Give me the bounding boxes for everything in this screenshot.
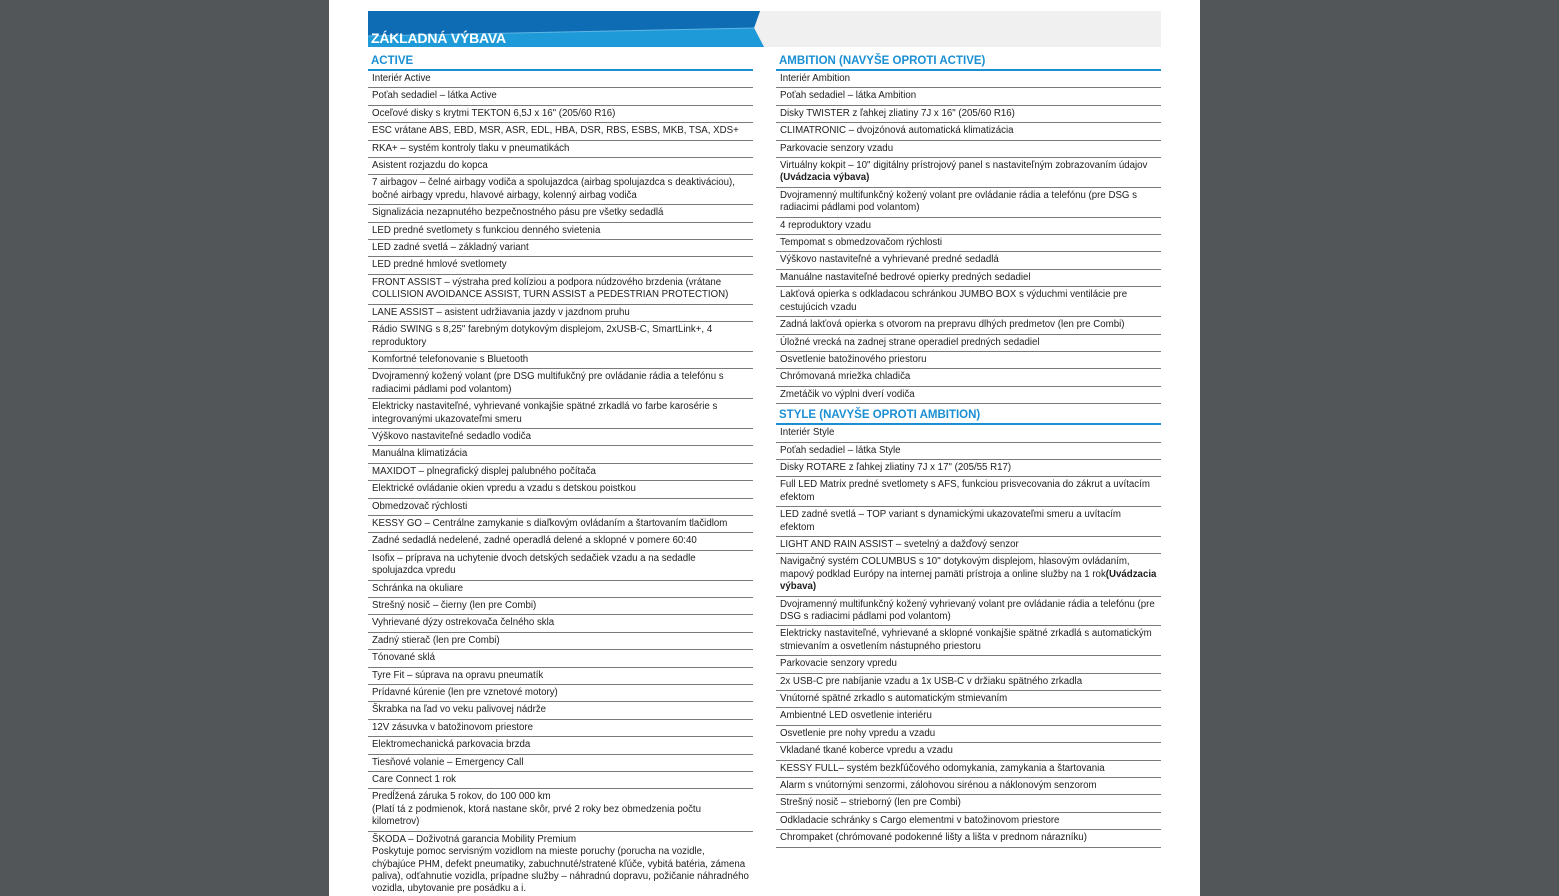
equipment-item <box>776 443 1161 460</box>
equipment-item-text: Zadné sedadlá nedelené, zadné operadlá delené a sklopné v pomere 60:40 <box>372 535 697 547</box>
equipment-item-text: LED predné svetlomety s funkciou denného svietenia <box>372 224 601 236</box>
equipment-item-note: Poskytuje pomoc servisným vozidlom na mieste poruchy (porucha na vozidle, chýbajúce PHM, defekt pneumatiky, zabuchnuté/stratené kľúče, vybitá batéria, zámena paliva), odťahnutie vozidla, prípadne služby – náhradnú dopravu, požičanie náhradného vozidla, ubytovanie pre posádku a i. <box>372 846 749 895</box>
equipment-item <box>776 656 1161 673</box>
equipment-item <box>368 240 753 257</box>
equipment-item <box>368 581 753 598</box>
equipment-item <box>368 369 753 399</box>
equipment-item <box>368 772 753 789</box>
equipment-item-text: Disky TWISTER z ľahkej zliatiny 7J x 16" (205/60 R16) <box>780 107 1015 119</box>
equipment-item-text: Navigačný systém COLUMBUS s 10" dotykovým displejom, hlasovým ovládaním, mapový podklad Európy na internej pamäti prístroja a online služby na 1 rok <box>780 556 1130 580</box>
equipment-item-text: LIGHT AND RAIN ASSIST – svetelný a dažďový senzor <box>780 538 1019 550</box>
equipment-item <box>368 322 753 352</box>
equipment-item <box>368 141 753 158</box>
equipment-item <box>776 743 1161 760</box>
equipment-item <box>776 158 1161 188</box>
equipment-item-text: Strešný nosič – strieborný (len pre Combi) <box>780 797 961 809</box>
equipment-item-text: Výškovo nastaviteľné sedadlo vodiča <box>372 430 531 442</box>
equipment-item <box>368 71 753 88</box>
equipment-item-text: Interiér Active <box>372 73 431 84</box>
equipment-item <box>776 270 1161 287</box>
equipment-item <box>368 399 753 429</box>
equipment-item <box>368 429 753 446</box>
equipment-item <box>368 668 753 685</box>
equipment-item-text: Poťah sedadiel – látka Style <box>780 444 901 456</box>
equipment-item-text: Výškovo nastaviteľné a vyhrievané predné sedadlá <box>780 254 999 266</box>
equipment-item-text: Tiesňové volanie – Emergency Call <box>372 756 524 768</box>
equipment-item-text: 12V zásuvka v batožinovom priestore <box>372 721 534 733</box>
equipment-item-text: KESSY FULL– systém bezkľúčového odomykania, zamykania a štartovania <box>780 762 1105 774</box>
equipment-item <box>368 123 753 140</box>
page-title: ZÁKLADNÁ VÝBAVA <box>371 30 506 46</box>
equipment-item-text: Tyre Fit – súprava na opravu pneumatík <box>372 669 544 681</box>
equipment-item <box>776 317 1161 334</box>
equipment-item-text: Dvojramenný multifunkčný kožený volant pre ovládanie rádia a telefónu (pre DSG s radiacimi pádlami pod volantom) <box>780 189 1138 214</box>
section-title-ambition: AMBITION (NAVYŠE OPROTI ACTIVE) <box>776 54 1161 71</box>
equipment-item <box>368 685 753 702</box>
equipment-item-text: Vyhrievané dýzy ostrekovača čelného skla <box>372 617 555 629</box>
equipment-item-text: Komfortné telefonovanie s Bluetooth <box>372 353 529 365</box>
equipment-item <box>776 252 1161 269</box>
equipment-item <box>368 650 753 667</box>
equipment-item-text: Elektromechanická parkovacia brzda <box>372 739 531 751</box>
equipment-item <box>368 737 753 754</box>
equipment-item-text: Lakťová opierka s odkladacou schránkou JUMBO BOX s výduchmi ventilácie pre cestujúcich vzadu <box>780 289 1128 313</box>
equipment-item <box>776 778 1161 795</box>
equipment-item-text: Chrompaket (chrómované podokenné lišty a lišta v prednom nárazníku) <box>780 832 1087 844</box>
equipment-item-text: Elektricky nastaviteľné, vyhrievané a sklopné vonkajšie spätné zrkadlá s automatickým stmievaním a osvetlením nástupného priestoru <box>780 628 1152 652</box>
equipment-item-text: Úložné vrecká na zadnej strane operadiel predných sedadiel <box>780 336 1040 348</box>
section-banner <box>368 11 1161 47</box>
equipment-item-text: Poťah sedadiel – látka Active <box>372 90 497 102</box>
section-title-style: STYLE (NAVYŠE OPROTI AMBITION) <box>776 408 1161 425</box>
equipment-item <box>368 755 753 772</box>
equipment-item <box>368 106 753 123</box>
equipment-item <box>776 460 1161 477</box>
equipment-item <box>368 175 753 205</box>
equipment-item-text: Interiér Ambition <box>780 73 850 84</box>
equipment-item-highlight: (Uvádzacia výbava) <box>780 172 870 184</box>
equipment-item-text: Manuálne nastaviteľné bedrové opierky predných sedadiel <box>780 271 1031 283</box>
equipment-item <box>368 481 753 498</box>
equipment-item-text: Odkladacie schránky s Cargo elementmi v batožinovom priestore <box>780 814 1060 826</box>
equipment-item <box>776 88 1161 105</box>
equipment-item-text: Osvetlenie batožinového priestoru <box>780 353 927 365</box>
equipment-item <box>776 795 1161 812</box>
equipment-item <box>368 551 753 581</box>
style-list <box>776 425 1161 848</box>
equipment-item <box>368 516 753 533</box>
equipment-item-text: MAXIDOT – plnegrafický displej palubného počítača <box>372 465 596 477</box>
equipment-item-text: Disky ROTARE z ľahkej zliatiny 7J x 17" (205/55 R17) <box>780 461 1012 473</box>
equipment-item <box>776 387 1161 404</box>
equipment-item <box>776 369 1161 386</box>
equipment-item-text: 2x USB-C pre nabíjanie vzadu a 1x USB-C v držiaku spätného zrkadla <box>780 675 1083 687</box>
equipment-item-text: Elektricky nastaviteľné, vyhrievané vonkajšie spätné zrkadlá vo farbe karosérie s integrovanými ukazovateľmi smeru <box>372 401 718 425</box>
equipment-item <box>776 708 1161 725</box>
equipment-item-text: Alarm s vnútornými senzormi, zálohovou sirénou a náklonovým senzorom <box>780 780 1097 792</box>
equipment-item <box>776 691 1161 708</box>
equipment-item-text: Interiér Style <box>780 427 835 439</box>
equipment-item-text: Tónované sklá <box>372 652 436 664</box>
equipment-item <box>776 674 1161 691</box>
equipment-item-text: Poťah sedadiel – látka Ambition <box>780 90 917 102</box>
equipment-item <box>776 235 1161 252</box>
ambition-list <box>776 71 1161 404</box>
equipment-item <box>368 720 753 737</box>
equipment-item-text: KESSY GO – Centrálne zamykanie s diaľkovým ovládaním a štartovaním tlačidlom <box>372 517 728 529</box>
equipment-item <box>776 352 1161 369</box>
equipment-item-note: (Platí tá z podmienok, ktorá nastane skôr, prvé 2 roky bez obmedzenia počtu kilometrov) <box>372 803 702 828</box>
equipment-item <box>776 477 1161 507</box>
equipment-item-text: Prídavné kúrenie (len pre vznetové motory) <box>372 687 558 699</box>
equipment-item-text: Škrabka na ľad vo veku palivovej nádrže <box>372 704 547 716</box>
equipment-item <box>776 554 1161 596</box>
equipment-item-text: Elektrické ovládanie okien vpredu a vzadu s detskou poistkou <box>372 483 636 495</box>
equipment-item <box>368 223 753 240</box>
active-list <box>368 71 753 896</box>
equipment-item-text: Care Connect 1 rok <box>372 774 456 786</box>
equipment-item-text: Zadný stierač (len pre Combi) <box>372 634 500 646</box>
equipment-item-text: Dvojramenný multifunkčný kožený vyhrievaný volant pre ovládanie rádia a telefónu (pre DSG s radiacimi pádlami pod volantom) <box>780 598 1155 622</box>
equipment-item <box>776 537 1161 554</box>
equipment-item <box>368 352 753 369</box>
equipment-item-text: LED predné hmlové svetlomety <box>372 259 507 271</box>
equipment-item <box>776 726 1161 743</box>
equipment-item-text: Zadná lakťová opierka s otvorom na prepravu dlhých predmetov (len pre Combi) <box>780 319 1125 331</box>
equipment-item <box>776 71 1161 88</box>
equipment-item-text: Asistent rozjazdu do kopca <box>372 160 488 172</box>
equipment-item-text: Parkovacie senzory vzadu <box>780 142 894 154</box>
section-title-active: ACTIVE <box>368 54 753 71</box>
equipment-item-text: Full LED Matrix predné svetlomety s AFS, funkciou prisvecovania do zákrut a uvítacím efektom <box>780 479 1150 503</box>
equipment-item-text: Dvojramenný kožený volant (pre DSG multifukčný pre ovládanie rádia a telefónu s radiacimi pádlami pod volantom) <box>372 371 724 395</box>
document-page <box>329 0 1200 896</box>
equipment-item-text: Ambientné LED osvetlenie interiéru <box>780 710 932 722</box>
equipment-item-text: LED zadné svetlá – TOP variant s dynamickými ukazovateľmi smeru a uvítacím efektom <box>780 509 1121 533</box>
equipment-item-text: ŠKODA – Doživotná garancia Mobility Premium <box>372 833 577 845</box>
equipment-item <box>776 425 1161 442</box>
equipment-item <box>776 141 1161 158</box>
equipment-item-text: Zmetáčik vo výplni dverí vodiča <box>780 388 915 400</box>
equipment-item <box>776 106 1161 123</box>
equipment-item <box>776 287 1161 317</box>
equipment-item <box>776 830 1161 847</box>
equipment-item-text: Schránka na okuliare <box>372 582 464 594</box>
equipment-item <box>368 205 753 222</box>
equipment-item <box>776 218 1161 235</box>
equipment-item <box>368 464 753 481</box>
equipment-item <box>368 257 753 274</box>
equipment-item <box>776 597 1161 627</box>
equipment-item-text: Signalizácia nezapnutého bezpečnostného pásu pre všetky sedadlá <box>372 207 664 219</box>
equipment-item <box>776 335 1161 352</box>
equipment-item <box>776 626 1161 656</box>
equipment-item-text: Strešný nosič – čierny (len pre Combi) <box>372 600 537 611</box>
equipment-item-highlight: (Uvádzacia výbava) <box>780 568 1157 593</box>
equipment-item <box>368 832 753 896</box>
equipment-item-text: Isofix – príprava na uchytenie dvoch detských sedačiek vzadu a na sedadle spolujazdca vpredu <box>372 552 696 577</box>
equipment-item <box>368 789 753 831</box>
equipment-item-text: Osvetlenie pre nohy vpredu a vzadu <box>780 727 936 739</box>
equipment-item <box>368 702 753 719</box>
equipment-item <box>776 188 1161 218</box>
equipment-item-text: Tempomat s obmedzovačom rýchlosti <box>780 237 943 249</box>
equipment-item <box>776 123 1161 140</box>
equipment-item-text: Predĺžená záruka 5 rokov, do 100 000 km <box>372 791 551 803</box>
equipment-item-text: FRONT ASSIST – výstraha pred kolíziou a podpora núdzového brzdenia (vrátane COLLISION AVOIDANCE ASSIST, TURN ASSIST a PEDESTRIAN PROTECTION) <box>372 276 729 301</box>
left-column <box>368 54 753 896</box>
equipment-item <box>776 761 1161 778</box>
equipment-item <box>368 633 753 650</box>
equipment-item-text: Vkladané tkané koberce vpredu a vzadu <box>780 745 953 757</box>
equipment-item-text: Manuálna klimatizácia <box>372 448 468 460</box>
equipment-item <box>368 275 753 305</box>
equipment-item-text: RKA+ – systém kontroly tlaku v pneumatikách <box>372 142 570 154</box>
equipment-item-text: 4 reproduktory vzadu <box>780 219 872 231</box>
equipment-item <box>368 88 753 105</box>
equipment-item-text: ESC vrátane ABS, EBD, MSR, ASR, EDL, HBA, DSR, RBS, ESBS, MKB, TSA, XDS+ <box>372 125 739 137</box>
equipment-item <box>368 615 753 632</box>
equipment-item-text: Rádio SWING s 8,25" farebným dotykovým displejom, 2xUSB-C, SmartLink+, 4 reproduktory <box>372 324 713 348</box>
equipment-item-text: Obmedzovač rýchlosti <box>372 500 468 512</box>
equipment-item <box>368 598 753 615</box>
equipment-item-text: 7 airbagov – čelné airbagy vodiča a spolujazdca (airbag spolujazdca s deaktiváciou), bočné airbagy vpredu, hlavové airbagy, kolenný airbag vodiča <box>372 177 735 201</box>
equipment-item <box>368 305 753 322</box>
equipment-item-text: CLIMATRONIC – dvojzónová automatická klimatizácia <box>780 125 1014 137</box>
equipment-item-text: LANE ASSIST – asistent udržiavania jazdy v jazdnom pruhu <box>372 306 630 318</box>
equipment-item-text: LED zadné svetlá – základný variant <box>372 242 529 254</box>
equipment-item <box>776 507 1161 537</box>
equipment-item <box>368 499 753 516</box>
equipment-item <box>776 813 1161 830</box>
equipment-item-text: Vnútorné spätné zrkadlo s automatickým stmievaním <box>780 693 1008 705</box>
equipment-item <box>368 533 753 550</box>
right-column <box>776 54 1161 848</box>
equipment-item-text: Oceľové disky s krytmi TEKTON 6,5J x 16" (205/60 R16) <box>372 107 616 119</box>
equipment-item-text: Virtuálny kokpit – 10" digitálny prístrojový panel s nastaviteľným zobrazovaním údajov <box>780 160 1148 172</box>
equipment-item <box>368 158 753 175</box>
equipment-item-text: Chrómovaná mriežka chladiča <box>780 371 911 383</box>
equipment-item-text: Parkovacie senzory vpredu <box>780 658 897 670</box>
equipment-item <box>368 446 753 463</box>
